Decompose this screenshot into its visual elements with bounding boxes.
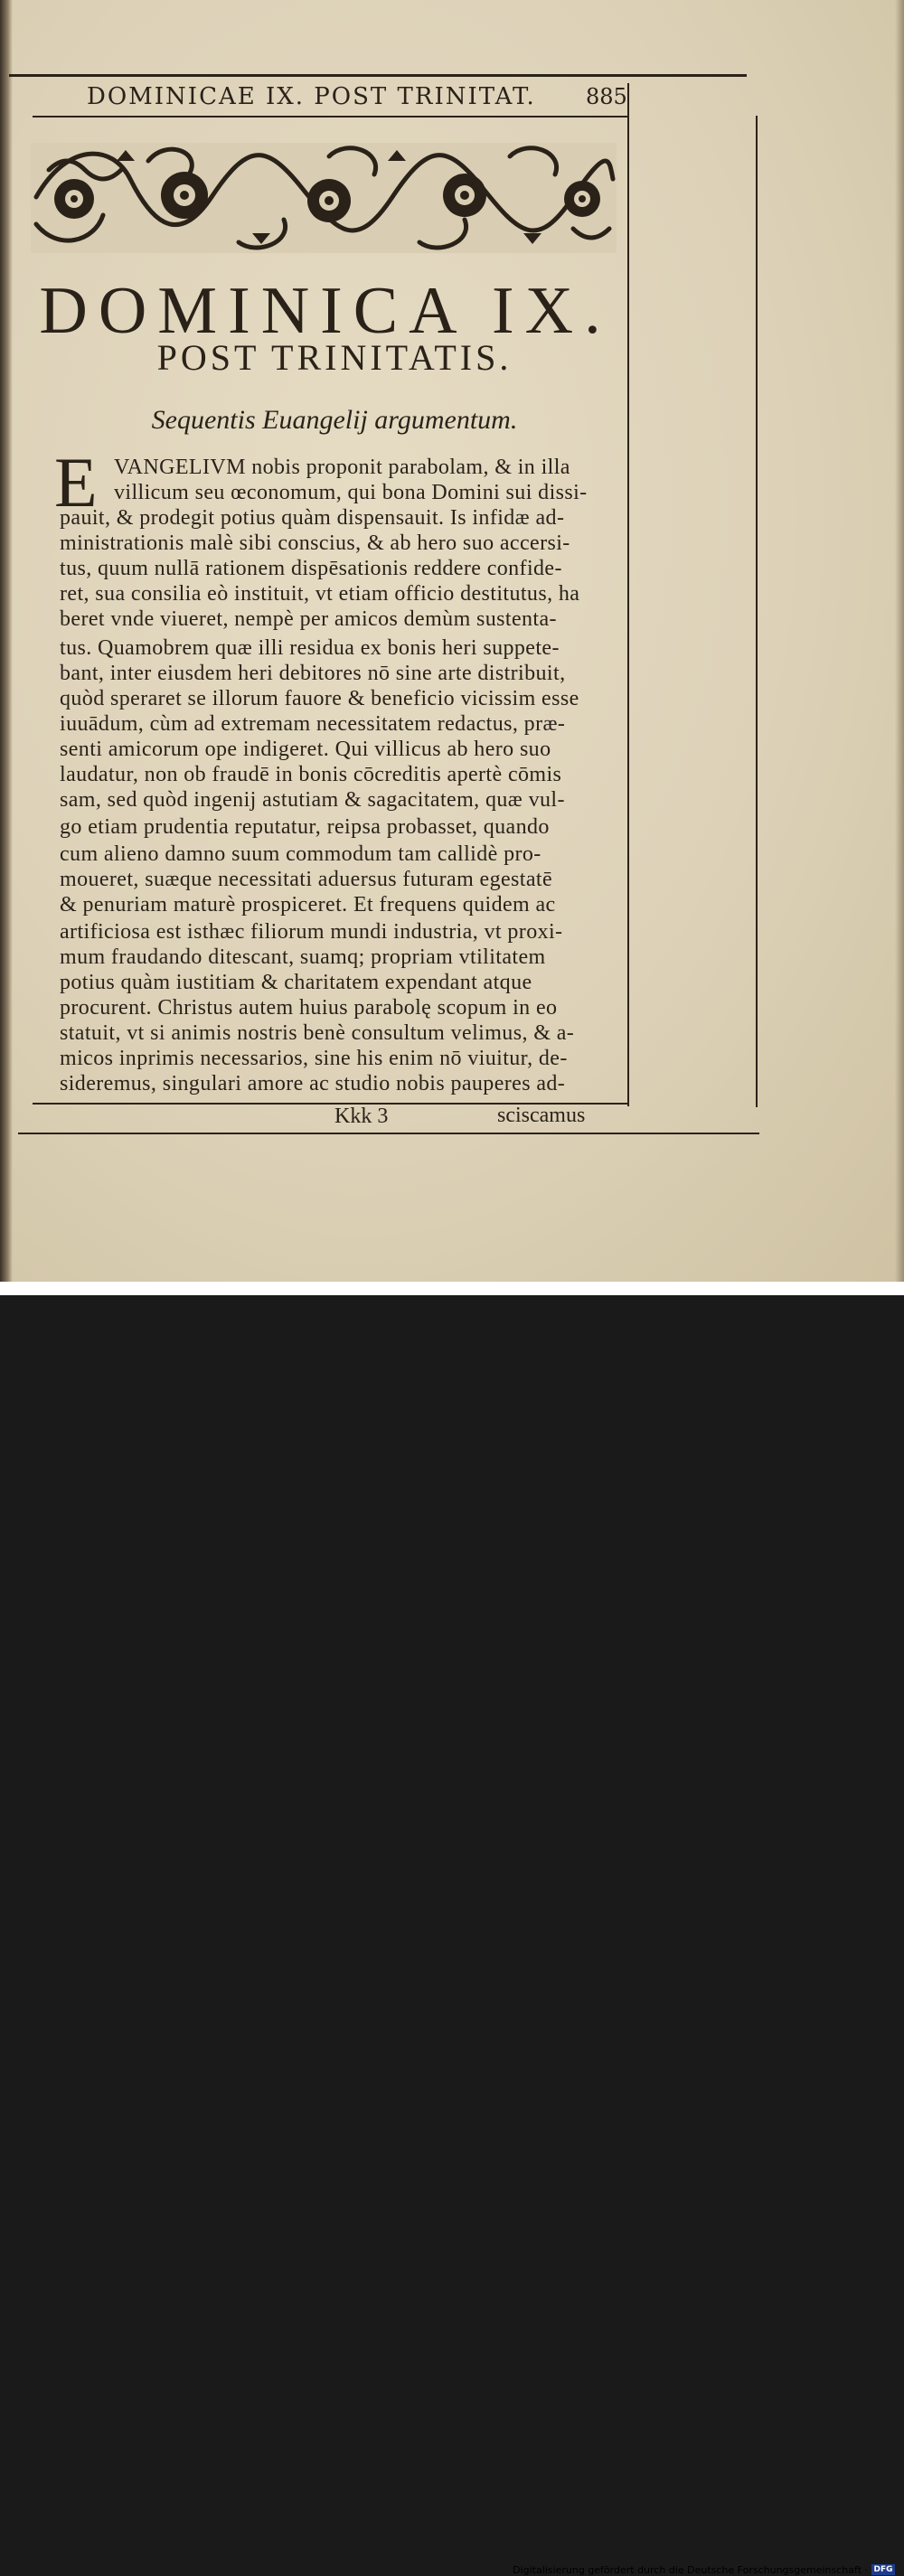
text-line: tus, quum nullā rationem dispēsationis reddere confide- <box>60 557 562 580</box>
text-line: go etiam prudentia reputatur, reipsa probasset, quando <box>60 815 550 839</box>
text-frame-right-rule <box>627 83 629 1106</box>
dfg-logo: DFG <box>871 2564 895 2575</box>
digitization-credit: Digitalisierung gefördert durch die Deutsche Forschungsgemeinschaft · <box>513 2564 868 2576</box>
text-line: sam, sed quòd ingenij astutiam & sagacitatem, quæ vul- <box>60 788 565 812</box>
header-rule-top <box>9 74 747 77</box>
text-line: ministrationis malè sibi conscius, & ab hero suo accersi- <box>60 531 570 555</box>
text-line: mum fraudando ditescant, suamq; propriam vtilitatem <box>60 945 546 969</box>
text-line: pauit, & prodegit potius quàm dispensauit. Is infidæ ad- <box>60 506 565 530</box>
text-line: cum alieno damno suum commodum tam callidè pro- <box>60 842 541 866</box>
text-line: & penuriam maturè prospiceret. Et frequens quidem ac <box>60 893 556 917</box>
text-line: statuit, vt si animis nostris benè consultum velimus, & a- <box>60 1021 575 1045</box>
argument-heading: Sequentis Euangelij argumentum. <box>151 405 518 435</box>
drop-cap: E <box>54 443 98 522</box>
text-line: sideremus, singulari amore ac studio nobis pauperes ad- <box>60 1072 566 1095</box>
text-line: VANGELIVM nobis proponit parabolam, & in illa <box>114 456 570 479</box>
text-line: procurent. Christus autem huius parabolę scopum in eo <box>60 996 558 1020</box>
text-line: laudatur, non ob fraudē in bonis cōcreditis apertè cōmis <box>60 763 562 786</box>
text-line: ret, sua consilia eò instituit, vt etiam officio destitutus, ha <box>60 582 580 606</box>
outer-frame-rule <box>756 116 758 1107</box>
text-line: bant, inter eiusdem heri debitores nō sine arte distribuit, <box>60 662 566 685</box>
footer-rule-outer <box>18 1133 759 1134</box>
text-line: senti amicorum ope indigeret. Qui villicus ab hero suo <box>60 738 551 761</box>
book-page <box>0 0 904 1282</box>
sub-title: POST TRINITATIS. <box>156 337 513 378</box>
ornamental-headpiece <box>31 143 617 253</box>
running-head: DOMINICAE IX. POST TRINITAT. <box>87 83 536 110</box>
page-edge <box>895 0 904 1282</box>
signature-mark: Kkk 3 <box>334 1105 389 1128</box>
main-title: DOMINICA IX. <box>39 274 612 348</box>
text-line: potius quàm iustitiam & charitatem expendant atque <box>60 971 532 994</box>
text-line: micos inprimis necessarios, sine his enim nō viuitur, de- <box>60 1047 568 1070</box>
binding-shadow <box>0 0 13 1282</box>
text-line: tus. Quamobrem quæ illi residua ex bonis heri suppete- <box>60 636 560 660</box>
text-line: artificiosa est isthæc filiorum mundi industria, vt proxi- <box>60 920 563 944</box>
text-line: quòd speraret se illorum fauore & beneficio vicissim esse <box>60 687 579 710</box>
text-line: beret vnde viueret, nempè per amicos demùm sustenta- <box>60 607 557 631</box>
digitization-footer <box>0 1282 904 2576</box>
text-line: villicum seu œconomum, qui bona Domini sui dissi- <box>114 481 588 504</box>
page-number: 885 <box>586 84 627 109</box>
text-line: moueret, suæque necessitati aduersus futuram egestatē <box>60 868 553 891</box>
catchword: sciscamus <box>497 1104 586 1127</box>
header-rule-bottom <box>33 116 629 118</box>
text-line: iuuādum, cùm ad extremam necessitatem redactus, præ- <box>60 712 566 736</box>
